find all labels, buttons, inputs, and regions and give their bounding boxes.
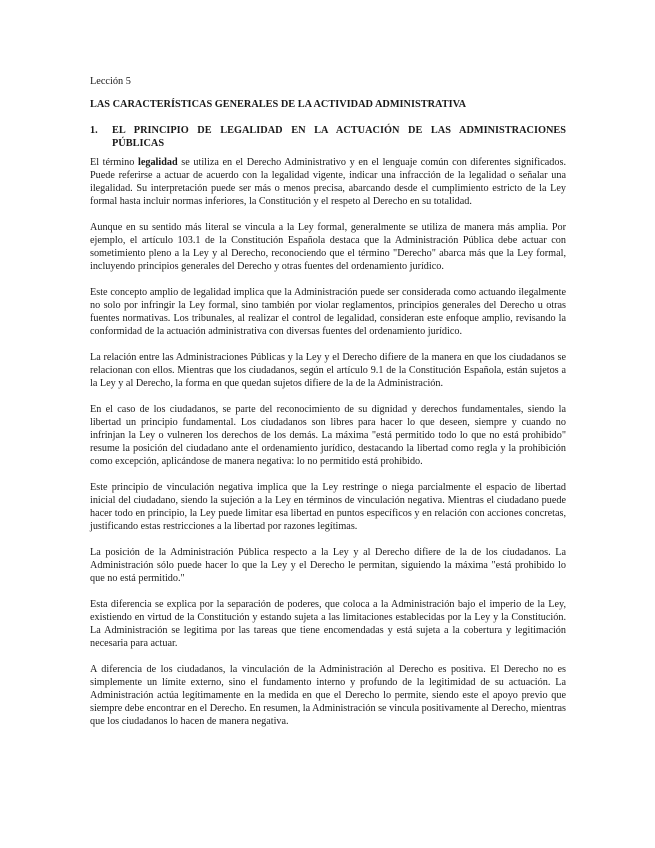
section-heading-text: EL PRINCIPIO DE LEGALIDAD EN LA ACTUACIÓN DE LAS ADMINISTRACIONES PÚBLICAS xyxy=(112,125,566,149)
section-number: 1. xyxy=(90,125,98,136)
paragraph: Este principio de vinculación negativa implica que la Ley restringe o niega parcialmente el espacio de libertad inicial del ciudadano, siendo la sujeción a la Ley en términos de vinculación negativa. Mientras el ciudadano puede hacer todo en principio, la Ley puede limitar esa libertad en puntos específicos y en relación con acciones concretas, justificando estas restricciones a la libertad por razones legítimas. xyxy=(90,482,566,532)
document-title: LAS CARACTERÍSTICAS GENERALES DE LA ACTIVIDAD ADMINISTRATIVA xyxy=(90,99,467,110)
legalidad-term: legalidad xyxy=(138,157,178,168)
paragraph: Aunque en su sentido más literal se vincula a la Ley formal, generalmente se utiliza de manera más amplia. Por ejemplo, el artículo 103.1 de la Constitución Española destaca que la Administración Pública debe actuar con sometimiento pleno a la Ley y al Derecho, reconociendo que el término "Derecho" abarca más que la Ley formal, incluyendo principios generales del Derecho y otras fuentes del ordenamiento jurídico. xyxy=(90,222,566,272)
intro-text-before: El término xyxy=(90,157,139,168)
paragraph: La relación entre las Administraciones Públicas y la Ley y el Derecho difiere de la manera en que los ciudadanos se relacionan con ellos. Mientras que los ciudadanos, según el artículo 9.1 de la Constitución Española, están sujetos a la Ley y al Derecho, la forma en que quedan sujetos difiere de la de la Administración. xyxy=(90,352,566,389)
intro-text-after: se utiliza en el Derecho Administrativo y en el lenguaje común con diferentes significados. Puede referirse a actuar de acuerdo con la legalidad vigente, indicar una infracción de la legalidad o señalar una ilegalidad. Su interpretación puede ser más o menos precisa, abarcando desde el cumplimiento estricto de la Ley formal hasta incluir normas inferiores, la Constitución y el respeto al Derecho en su totalidad. xyxy=(90,157,566,207)
section-heading xyxy=(90,125,566,150)
paragraph: En el caso de los ciudadanos, se parte del reconocimiento de su dignidad y derechos fundamentales, siendo la libertad un principio fundamental. Los ciudadanos son libres para hacer lo que deseen, siempre y cuando no infrinjan la Ley o vulneren los derechos de los demás. La máxima "está permitido todo lo que no está prohibido" resume la posición del ciudadano ante el ordenamiento jurídico, destacando la libertad como regla y la prohibición como excepción, aplicándose de manera negativa: lo no permitido está prohibido. xyxy=(90,404,566,467)
lesson-label: Lección 5 xyxy=(90,76,131,87)
paragraph: Esta diferencia se explica por la separación de poderes, que coloca a la Administración bajo el imperio de la Ley, existiendo en virtud de la Constitución y estando sujeta a las limitaciones establecidas por la Ley y la Constitución. La Administración se legitima por las tareas que tiene encomendadas y está sujeta a la cobertura y legitimación necesaria para actuar. xyxy=(90,599,566,649)
paragraph: La posición de la Administración Pública respecto a la Ley y al Derecho difiere de la de los ciudadanos. La Administración sólo puede hacer lo que la Ley y el Derecho le permitan, siguiendo la máxima "está prohibido lo que no está permitido." xyxy=(90,547,566,584)
paragraph: A diferencia de los ciudadanos, la vinculación de la Administración al Derecho es positiva. El Derecho no es simplemente un límite externo, sino el fundamento interno y profundo de la legitimidad de su actuación. La Administración actúa legítimamente en la medida en que el Derecho lo permite, siendo este el apoyo previo que siempre debe encontrar en el Derecho. En resumen, la Administración se vincula positivamente al Derecho, mientras que los ciudadanos lo hacen de manera negativa. xyxy=(90,664,566,727)
intro-paragraph xyxy=(90,156,566,208)
document-page xyxy=(90,75,566,741)
paragraph: Este concepto amplio de legalidad implica que la Administración puede ser considerada como actuando ilegalmente no solo por infringir la Ley formal, sino también por violar reglamentos, principios generales del Derecho u otras fuentes normativas. Los tribunales, al realizar el control de legalidad, consideran este enfoque amplio, revisando la conformidad de la actuación administrativa con diversas fuentes del ordenamiento jurídico. xyxy=(90,287,566,337)
